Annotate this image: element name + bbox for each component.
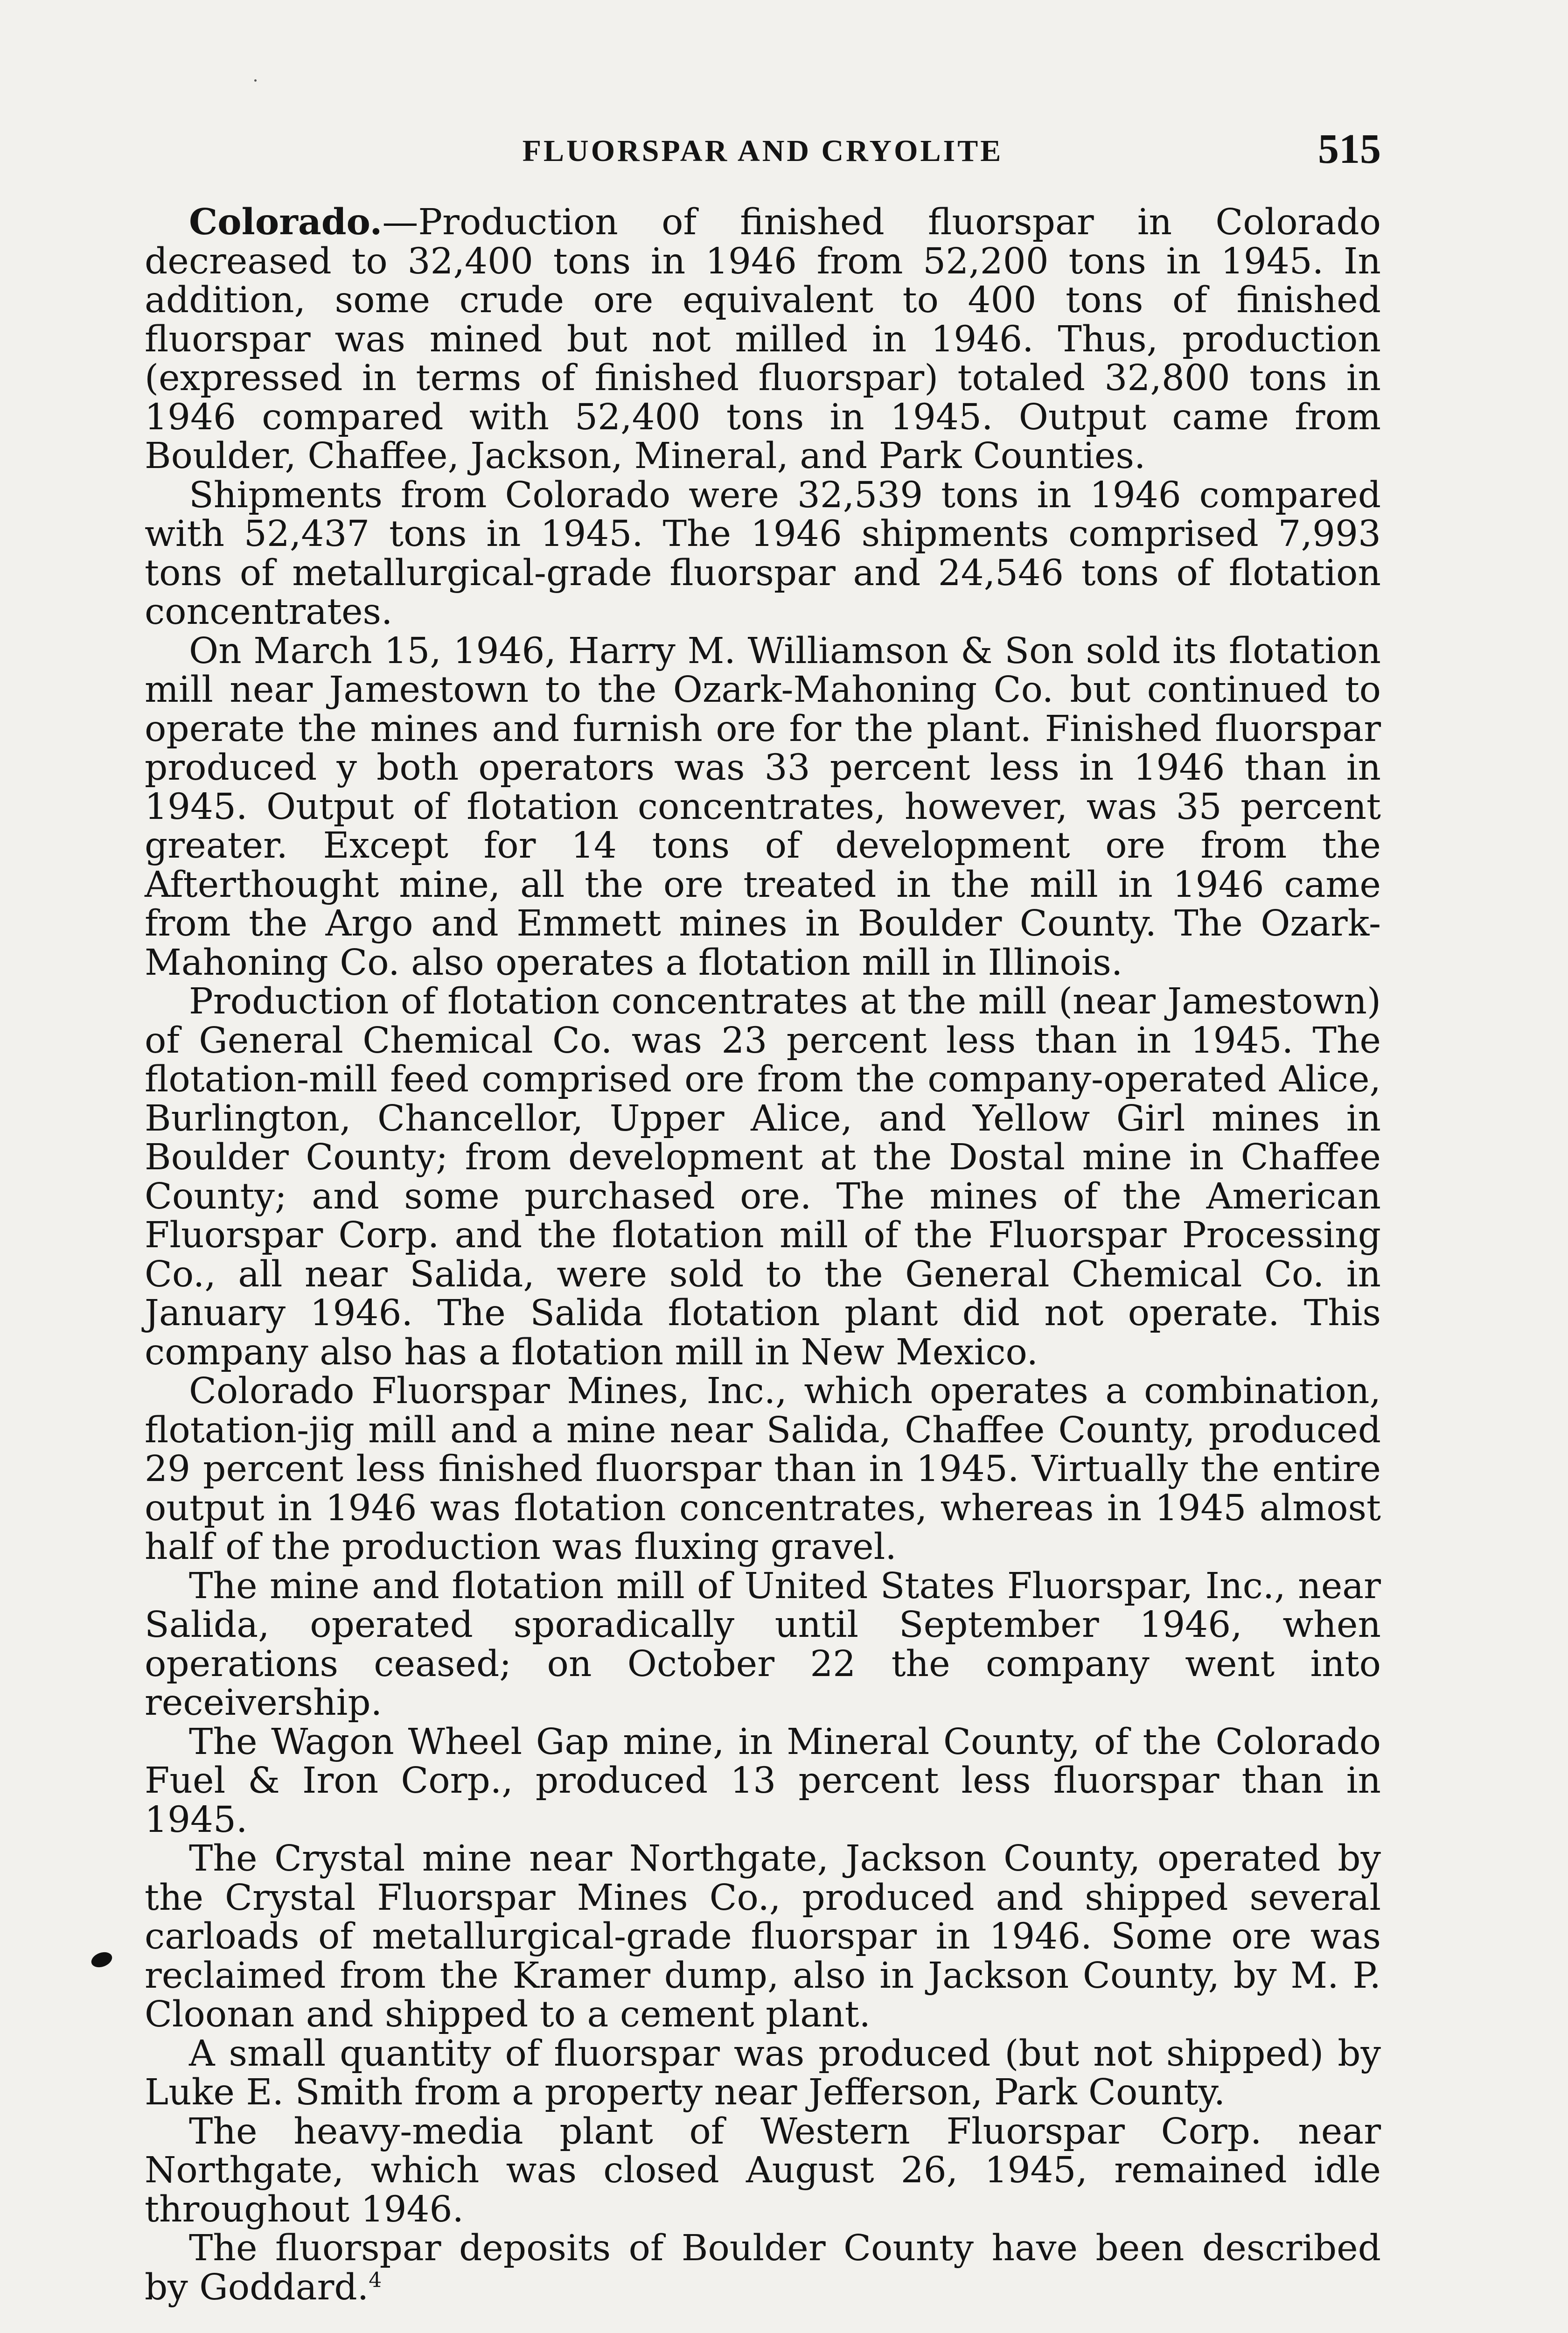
paragraph-colorado-fluorspar-mines — [145, 1372, 1381, 1567]
paragraph-crystal-mine — [145, 1839, 1381, 2034]
section-lead: Colorado. — [189, 201, 383, 243]
scan-speck — [254, 79, 257, 82]
body-text — [145, 203, 1381, 2307]
paragraph-williamson — [145, 632, 1381, 983]
paragraph-text: The heavy-media plant of Western Fluorspar Corp. near Northgate, which was closed August 26, 1945, remained idle throughout 1946. — [145, 2110, 1381, 2230]
paragraph-text: Shipments from Colorado were 32,539 tons in 1946 compared with 52,437 tons in 1945. The 1946 shipments comprised 7,993 tons of metallurgical-grade fluorspar and 24,546 tons of flotation concentrates. — [145, 474, 1381, 633]
paragraph-goddard — [145, 2229, 1381, 2307]
paragraph-western-fluorspar — [145, 2112, 1381, 2229]
paragraph-wagon-wheel-gap — [145, 1723, 1381, 1840]
paragraph-general-chemical — [145, 982, 1381, 1372]
paragraph-luke-smith — [145, 2034, 1381, 2112]
paragraph-colorado-production — [145, 203, 1381, 476]
paragraph-text: On March 15, 1946, Harry M. Williamson & Son sold its flotation mill near Jamestown to the Ozark-Mahoning Co. but continued to operate the mines and furnish ore for the plant. Finished fluorspar produced y both operators was 33 percent less in 1946 than in 1945. Output of flotation concentrates, however, was 35 percent greater. Except for 14 tons of development ore from the Afterthought mine, all the ore treated in the mill in 1946 came from the Argo and Emmett mines in Boulder County. The Ozark-Mahoning Co. also operates a flotation mill in Illinois. — [145, 630, 1381, 984]
paragraph-text: Production of flotation concentrates at the mill (near Jamestown) of General Chemical Co. was 23 percent less than in 1945. The flotation-mill feed comprised ore from the company-operated Alice, Burlington, Chancellor, Upper Alice, and Yellow Girl mines in Boulder County; from development at the Dostal mine in Chaffee County; and some purchased ore. The mines of the American Fluorspar Corp. and the flotation mill of the Fluorspar Processing Co., all near Salida, were sold to the General Chemical Co. in January 1946. The Salida flotation plant did not operate. This company also has a flotation mill in New Mexico. — [145, 981, 1381, 1373]
running-title: FLUORSPAR AND CRYOLITE — [522, 134, 1004, 168]
paragraph-text: The Crystal mine near Northgate, Jackson County, operated by the Crystal Fluorspar Mines Co., produced and shipped several carloads of metallurgical-grade fluorspar in 1946. Some ore was reclaimed from the Kramer dump, also in Jackson County, by M. P. Cloonan and shipped to a cement plant. — [145, 1838, 1381, 2035]
footnote-reference[interactable]: 4 — [369, 2268, 382, 2292]
paragraph-text: The Wagon Wheel Gap mine, in Mineral County, of the Colorado Fuel & Iron Corp., produced 13 percent less fluorspar than in 1945. — [145, 1721, 1381, 1841]
paragraph-text: Colorado Fluorspar Mines, Inc., which operates a combination, flotation-jig mill and a mine near Salida, Chaffee County, produced 29 percent less finished fluorspar than in 1945. Virtually the entire output in 1946 was flotation concentrates, whereas in 1945 almost half of the production was fluxing gravel. — [145, 1370, 1381, 1568]
paragraph-text: —Production of finished fluorspar in Colorado decreased to 32,400 tons in 1946 from 52,200 tons in 1945. In addition, some crude ore equivalent to 400 tons of finished fluorspar was mined but not milled in 1946. Thus, production (expressed in terms of finished fluorspar) totaled 32,800 tons in 1946 compared with 52,400 tons in 1945. Output came from Boulder, Chaffee, Jackson, Mineral, and Park Counties. — [145, 202, 1381, 477]
paragraph-united-states-fluorspar — [145, 1567, 1381, 1723]
paragraph-text: The mine and flotation mill of United States Fluorspar, Inc., near Salida, operated sporadically until September 1946, when operations ceased; on October 22 the company went into receivership. — [145, 1565, 1381, 1724]
paragraph-text: A small quantity of fluorspar was produced (but not shipped) by Luke E. Smith from a property near Jefferson, Park County. — [145, 2033, 1381, 2113]
margin-ink-mark — [89, 1949, 114, 1970]
running-header — [145, 125, 1381, 176]
paragraph-shipments — [145, 476, 1381, 632]
page-number: 515 — [1318, 126, 1381, 172]
paragraph-text: The fluorspar deposits of Boulder County have been described by Goddard. — [145, 2228, 1381, 2308]
